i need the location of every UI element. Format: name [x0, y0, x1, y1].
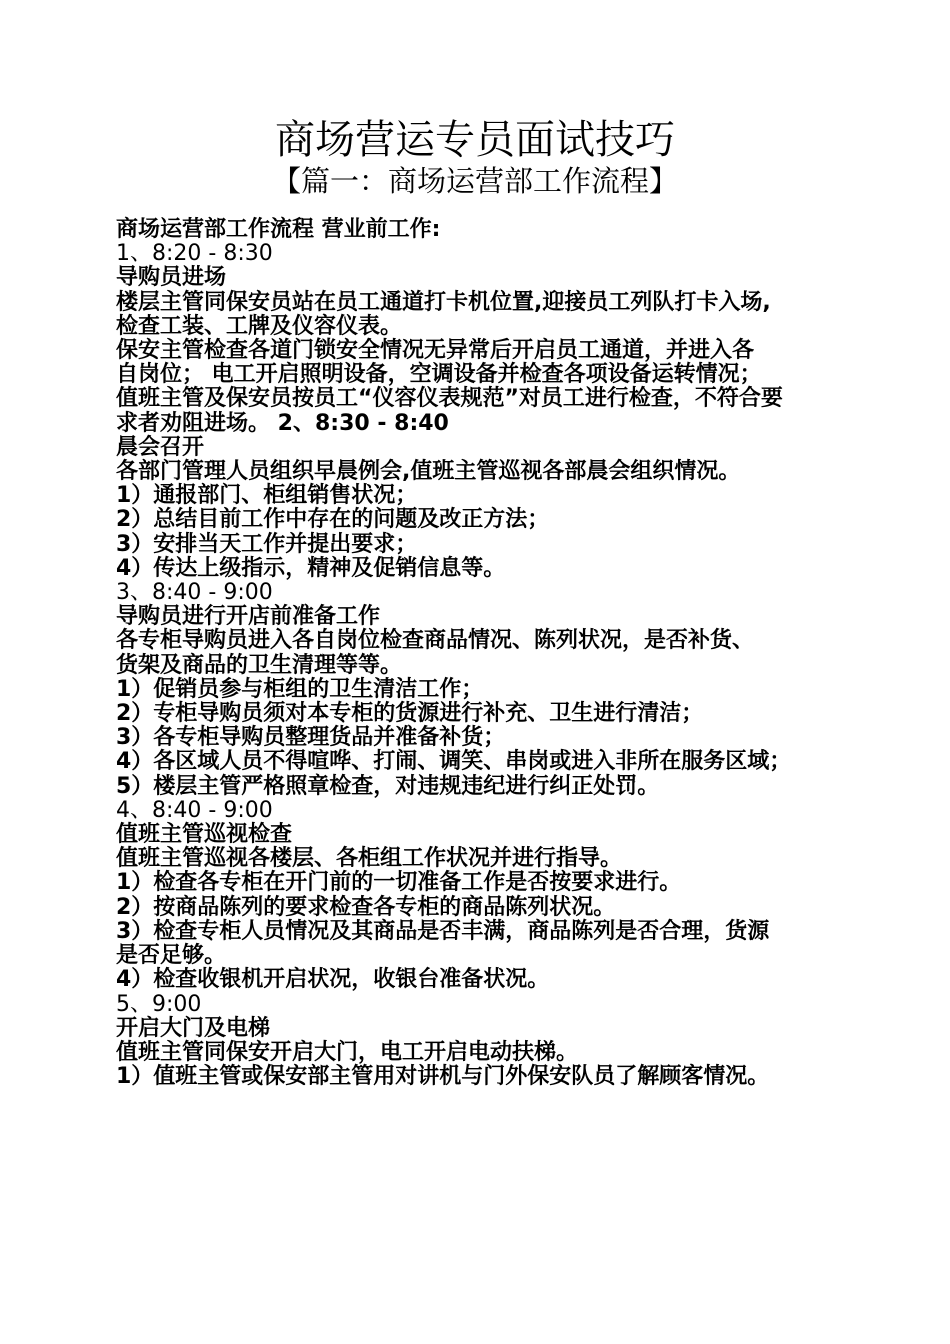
body-line: 值班主管及保安员按员工“仪容仪表规范”对员工进行检查，不符合要: [116, 386, 783, 412]
document-title: 商场营运专员面试技巧: [275, 117, 675, 163]
body-line: 1）通报部门、柜组销售状况；: [116, 483, 418, 509]
body-line: 各部门管理人员组织早晨例会,值班主管巡视各部晨会组织情况。: [116, 459, 741, 485]
body-line: 是否足够。: [116, 943, 227, 969]
body-line: 自岗位； 电工开启照明设备，空调设备并检查各项设备运转情况；: [116, 362, 762, 388]
body-line: 楼层主管同保安员站在员工通道打卡机位置,迎接员工列队打卡入场,: [116, 289, 771, 315]
body-line: 3）检查专柜人员情况及其商品是否丰满，商品陈列是否合理，货源: [116, 918, 770, 944]
body-line: 开启大门及电梯: [116, 1015, 271, 1041]
body-line: 值班主管巡视检查: [116, 822, 293, 848]
body-line: 3）各专柜导购员整理货品并准备补货；: [116, 725, 506, 751]
body-line: 4）各区域人员不得喧哗、打闹、调笑、串岗或进入非所在服务区域；: [116, 749, 792, 775]
body-line: 1、8:20 - 8:30: [116, 241, 273, 267]
body-line: 1）促销员参与柜组的卫生清洁工作；: [116, 676, 484, 702]
body-line: 保安主管检查各道门锁安全情况无异常后开启员工通道，并进入各: [116, 338, 755, 364]
body-line: 4）检查收银机开启状况，收银台准备状况。: [116, 967, 550, 993]
body-line: 晨会召开: [116, 434, 205, 460]
body-line: 4）传达上级指示，精神及促销信息等。: [116, 555, 506, 581]
body-line: 5）楼层主管严格照章检查，对违规违纪进行纠正处罚。: [116, 773, 660, 799]
body-line: 值班主管同保安开启大门，电工开启电动扶梯。: [116, 1039, 579, 1065]
body-line: 4、8:40 - 9:00: [116, 797, 273, 823]
body-line: 2）按商品陈列的要求检查各专柜的商品陈列状况。: [116, 894, 616, 920]
document-subtitle: 【篇一：商场运营部工作流程】: [271, 164, 678, 198]
body-line: 1）值班主管或保安部主管用对讲机与门外保安队员了解顾客情况。: [116, 1064, 770, 1090]
body-line: 3）安排当天工作并提出要求；: [116, 531, 418, 557]
body-line: 3、8:40 - 9:00: [116, 580, 273, 606]
body-line: 值班主管巡视各楼层、各柜组工作状况并进行指导。: [116, 846, 623, 872]
body-line: 2）总结目前工作中存在的问题及改正方法；: [116, 507, 550, 533]
body-line: 导购员进行开店前准备工作: [116, 604, 381, 630]
body-line: 5、9:00: [116, 991, 202, 1017]
document-body: [116, 218, 846, 1089]
body-line: 2）专柜导购员须对本专柜的货源进行补充、卫生进行清洁；: [116, 701, 704, 727]
body-line: 导购员进场: [116, 265, 227, 291]
body-line: 1）检查各专柜在开门前的一切准备工作是否按要求进行。: [116, 870, 682, 896]
body-line: 商场运营部工作流程 营业前工作:: [116, 217, 441, 242]
body-line: 检查工装、工牌及仪容仪表。: [116, 313, 403, 339]
body-line: 各专柜导购员进入各自岗位检查商品情况、陈列状况，是否补货、: [116, 628, 755, 654]
body-line: 求者劝阻进场。 2、8:30 - 8:40: [116, 410, 449, 436]
body-line: 货架及商品的卫生清理等等。: [116, 652, 403, 678]
